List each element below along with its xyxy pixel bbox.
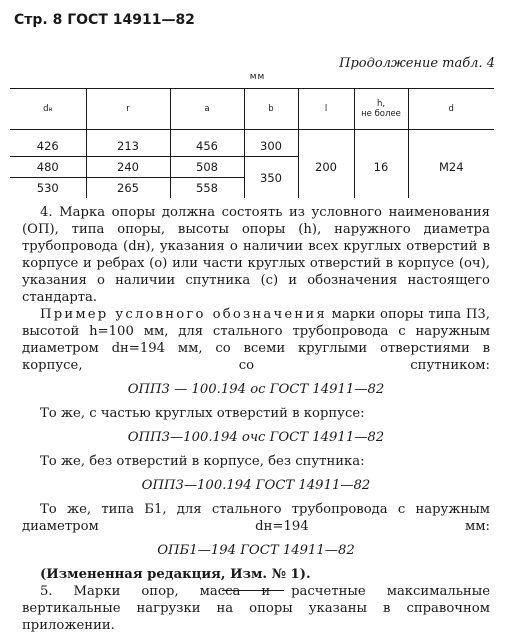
dimensions-table [10, 88, 494, 198]
paragraph-5: 5. Марки опор, масса и расчетные максимальные вертикальные нагрузки на опоры указаны в справочном приложении. [22, 584, 490, 633]
header-l: l [298, 89, 354, 130]
cell-a: 508 [170, 157, 244, 178]
cell-h: 16 [354, 130, 408, 199]
designation-formula-3: ОПП3—100.194 ГОСТ 14911—82 [141, 478, 371, 493]
designation-formula-1: ОПП3 — 100.194 ос ГОСТ 14911—82 [127, 382, 385, 397]
table-continuation-label: Продолжение табл. 4 [339, 56, 495, 71]
example-paragraph [22, 306, 490, 374]
table-unit-label: мм [249, 72, 266, 82]
header-d: d [408, 89, 494, 130]
cell-dn: 530 [36, 181, 59, 195]
table-header-row [10, 89, 494, 130]
cell-d: M24 [408, 130, 494, 199]
header-dn: dн [10, 89, 86, 130]
cell-dn: 480 [10, 157, 86, 178]
cell-r: 240 [86, 157, 170, 178]
table-row [10, 130, 494, 157]
paragraph-4: 4. Марка опоры должна состоять из условного наименования (ОП), типа опоры, высоты опоры (h), наружного диаметра трубопровода (dн), указания о наличии всех круглых отверстий в корпусе и ребрах (о) или части круглых отверстий в корпусе (оч), указания о наличии спутника (с) и обозначения настоящего стандарта. [22, 205, 490, 305]
cell-dn: 426 [10, 130, 86, 157]
header-h: h, не более [354, 89, 408, 130]
same-text-2: То же, с частью круглых отверстий в корпусе: [40, 406, 365, 421]
cell-r: 213 [86, 130, 170, 157]
cell-b-merged: 350 [244, 157, 298, 199]
cell-a: 456 [170, 130, 244, 157]
designation-formula-2: ОПП3—100.194 очс ГОСТ 14911—82 [127, 430, 385, 445]
header-a: a [170, 89, 244, 130]
same-text-4: То же, типа Б1, для стального трубопровода с наружным диаметром dн=194 мм: [22, 502, 490, 534]
header-b: b [244, 89, 298, 130]
example-text: марки опоры типа П3, высотой h=100 мм, для стального трубопровода с наружным диаметром dн=194 мм, со всеми круглыми отверстиями в корпусе, со спутником: [22, 307, 490, 373]
designation-formula-4: ОПБ1—194 ГОСТ 14911—82 [157, 543, 355, 558]
cell-l: 200 [298, 130, 354, 199]
example-heading: Пример условного обозначения [40, 307, 327, 322]
cell-b: 300 [244, 130, 298, 157]
same-text-3: То же, без отверстий в корпусе, без спутника: [40, 454, 365, 469]
end-rule [222, 590, 284, 591]
header-r: r [86, 89, 170, 130]
document-body [22, 204, 490, 634]
cell-a: 558 [170, 178, 244, 199]
page-header: Стр. 8 ГОСТ 14911—82 [14, 12, 195, 28]
amendment-note: (Измененная редакция, Изм. № 1). [40, 567, 311, 582]
cell-r: 265 [86, 178, 170, 199]
